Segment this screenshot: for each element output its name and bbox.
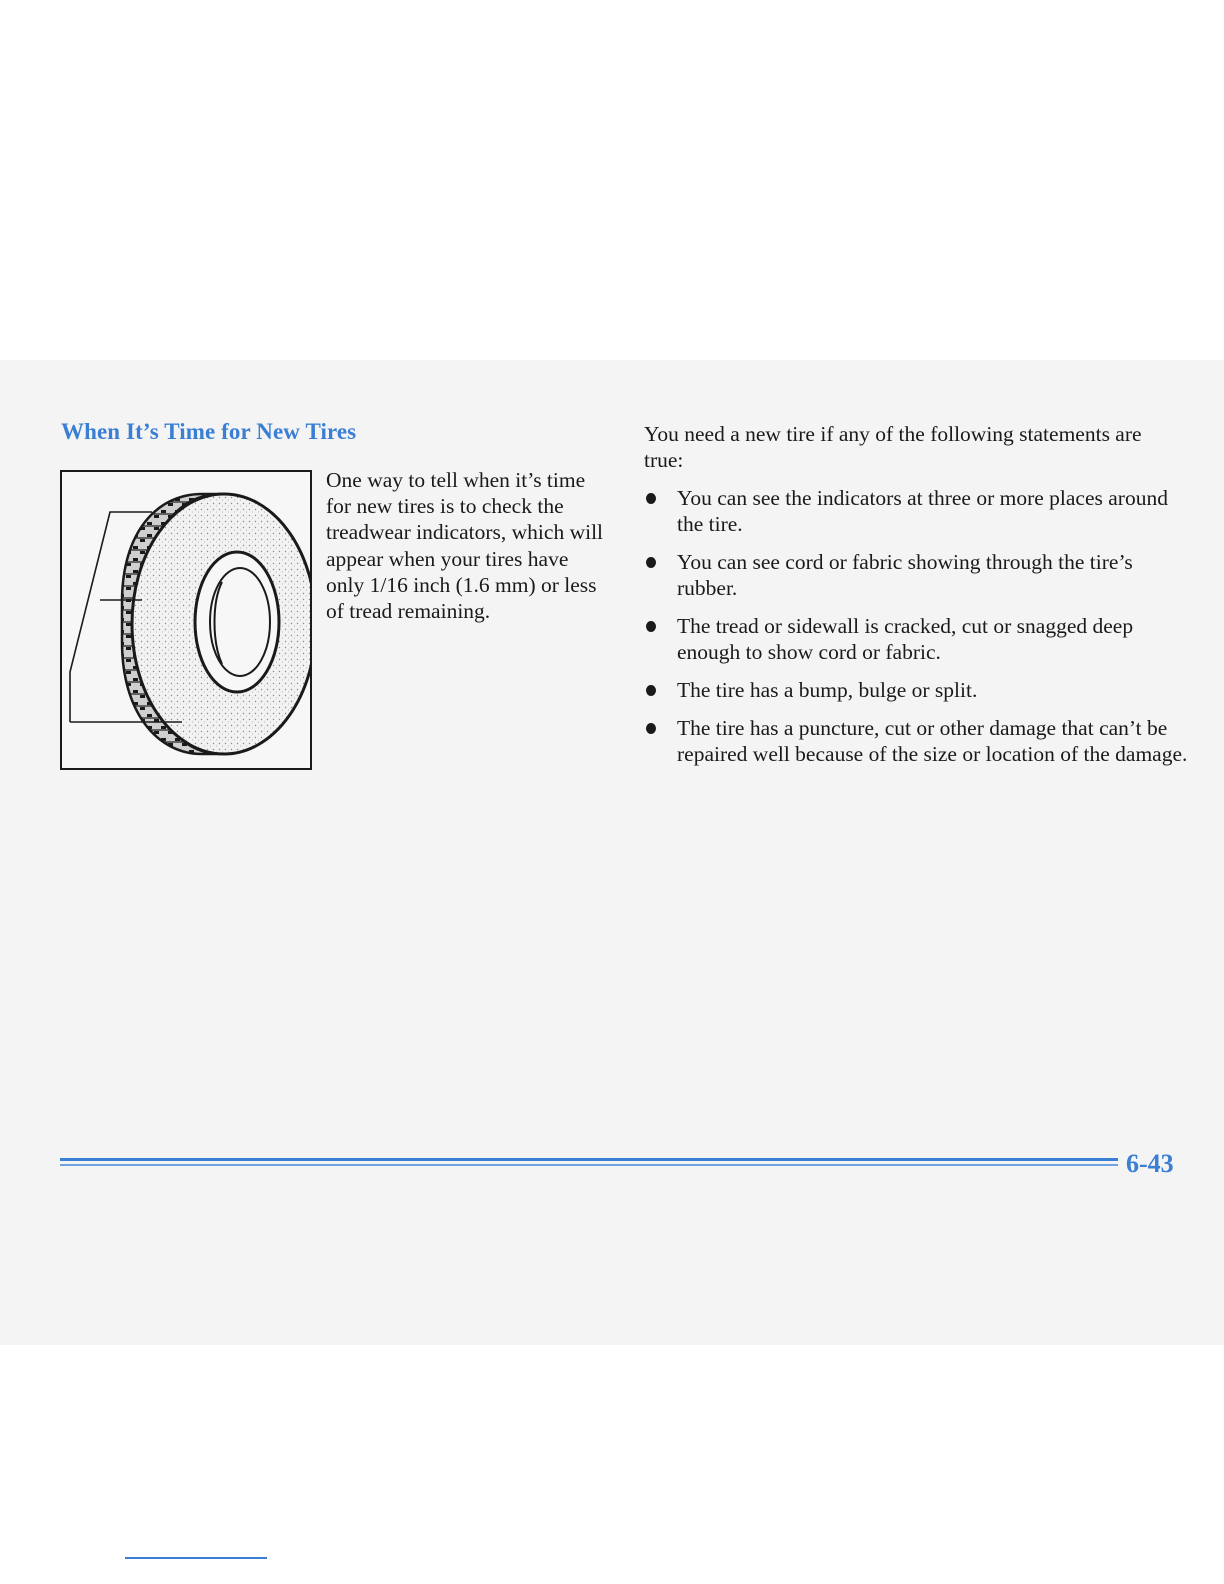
footer-rule bbox=[60, 1158, 1118, 1167]
conditions-intro: You need a new tire if any of the following statements are true: bbox=[644, 422, 1142, 472]
list-item bbox=[644, 549, 1189, 601]
list-item-text: The tire has a puncture, cut or other damage that can’t be repaired well because of the size or location of the damage. bbox=[677, 716, 1188, 766]
bottom-rule bbox=[125, 1557, 267, 1559]
list-item bbox=[644, 677, 1189, 703]
list-item-text: The tire has a bump, bulge or split. bbox=[677, 678, 978, 702]
list-item-text: You can see cord or fabric showing through the tire’s rubber. bbox=[677, 550, 1133, 600]
conditions-list bbox=[644, 485, 1189, 779]
bullet-icon bbox=[646, 685, 656, 696]
bullet-icon bbox=[646, 621, 656, 632]
bullet-icon bbox=[646, 493, 656, 504]
section-title: When It’s Time for New Tires bbox=[61, 419, 357, 444]
list-item bbox=[644, 613, 1189, 665]
list-item bbox=[644, 715, 1189, 767]
tire-drawing bbox=[62, 472, 310, 768]
tire-illustration bbox=[60, 470, 312, 770]
bullet-icon bbox=[646, 723, 656, 734]
treadwear-paragraph: One way to tell when it’s time for new tires is to check the treadwear indicators, which will appear when your tires have only 1/16 inch (1.6 mm) or less of tread remaining. bbox=[326, 468, 604, 624]
page-number: 6-43 bbox=[1126, 1149, 1174, 1178]
list-item-text: You can see the indicators at three or more places around the tire. bbox=[677, 486, 1168, 536]
bullet-icon bbox=[646, 557, 656, 568]
list-item bbox=[644, 485, 1189, 537]
footer-rule-thick bbox=[60, 1158, 1118, 1161]
footer-rule-thin bbox=[60, 1164, 1118, 1166]
list-item-text: The tread or sidewall is cracked, cut or snagged deep enough to show cord or fabric. bbox=[677, 614, 1134, 664]
